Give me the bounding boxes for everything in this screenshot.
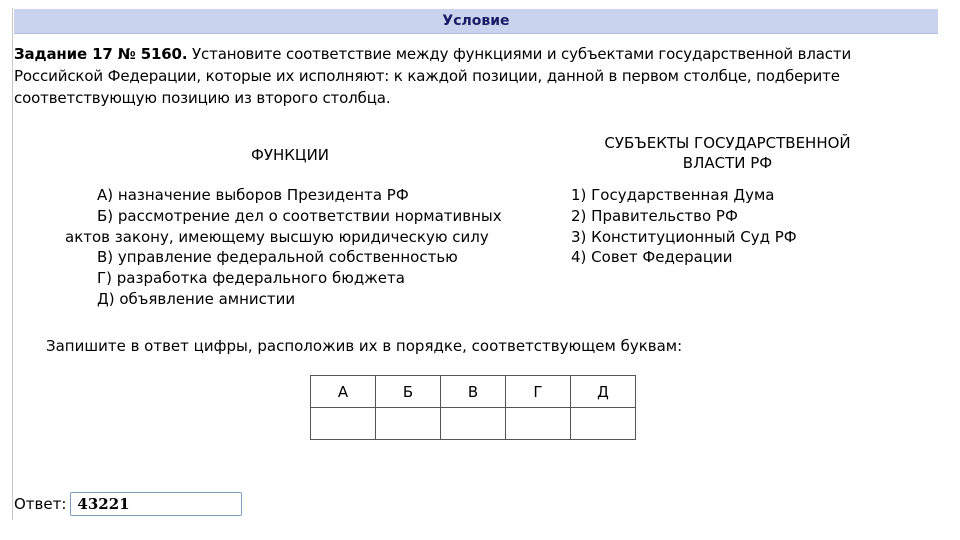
answer-table-value-cell <box>506 408 571 440</box>
answer-input[interactable]: 43221 <box>70 492 242 516</box>
subjects-heading-line2: ВЛАСТИ РФ <box>682 154 773 172</box>
condition-header: Условие <box>14 9 938 34</box>
function-item-b: Б) рассмотрение дел о соответствии нормативных <box>97 206 502 225</box>
answer-table-header-cell: Б <box>376 376 441 408</box>
answer-table-header-cell: Г <box>506 376 571 408</box>
answer-label: Ответ: <box>14 495 67 513</box>
answer-table-value-cell <box>571 408 636 440</box>
subject-item-3: 3) Конституционный Суд РФ <box>571 227 797 246</box>
answer-table-value-cell <box>441 408 506 440</box>
function-item-b-continued: актов закону, имеющему высшую юридическую силу <box>65 227 489 246</box>
function-item-a: А) назначение выборов Президента РФ <box>97 186 409 204</box>
task-statement <box>14 43 942 109</box>
functions-list <box>65 185 525 310</box>
subjects-heading-line1: СУБЪЕКТЫ ГОСУДАРСТВЕННОЙ <box>604 134 851 152</box>
subjects-list <box>571 185 871 268</box>
answer-table-header-cell: Д <box>571 376 636 408</box>
task-title: Задание 17 № 5160. <box>14 45 188 63</box>
function-item-d: Д) объявление амнистии <box>97 289 296 308</box>
subjects-heading <box>590 133 865 173</box>
task-body: Установите соответствие между функциями и субъектами государственной власти Российской Федерации, которые их исполняют: к каждой позиции, данной в первом столбце, подберите соответствующую позицию из второго столбца. <box>14 45 852 107</box>
answer-table-header-cell: В <box>441 376 506 408</box>
function-item-v: В) управление федеральной собственностью <box>97 248 458 267</box>
answer-table-header-cell: А <box>311 376 376 408</box>
answer-table <box>310 375 636 440</box>
subject-item-4: 4) Совет Федерации <box>571 248 733 267</box>
subject-item-2: 2) Правительство РФ <box>571 206 738 225</box>
subject-item-1: 1) Государственная Дума <box>571 186 775 204</box>
answer-table-value-cell <box>311 408 376 440</box>
answer-row <box>14 490 242 518</box>
function-item-g: Г) разработка федерального бюджета <box>97 269 405 288</box>
answer-instruction: Запишите в ответ цифры, расположив их в порядке, соответствующем буквам: <box>46 337 683 355</box>
answer-table-header-row <box>311 376 636 408</box>
answer-table-value-cell <box>376 408 441 440</box>
left-border <box>12 8 13 520</box>
functions-heading: ФУНКЦИИ <box>250 146 330 164</box>
answer-table-value-row <box>311 408 636 440</box>
